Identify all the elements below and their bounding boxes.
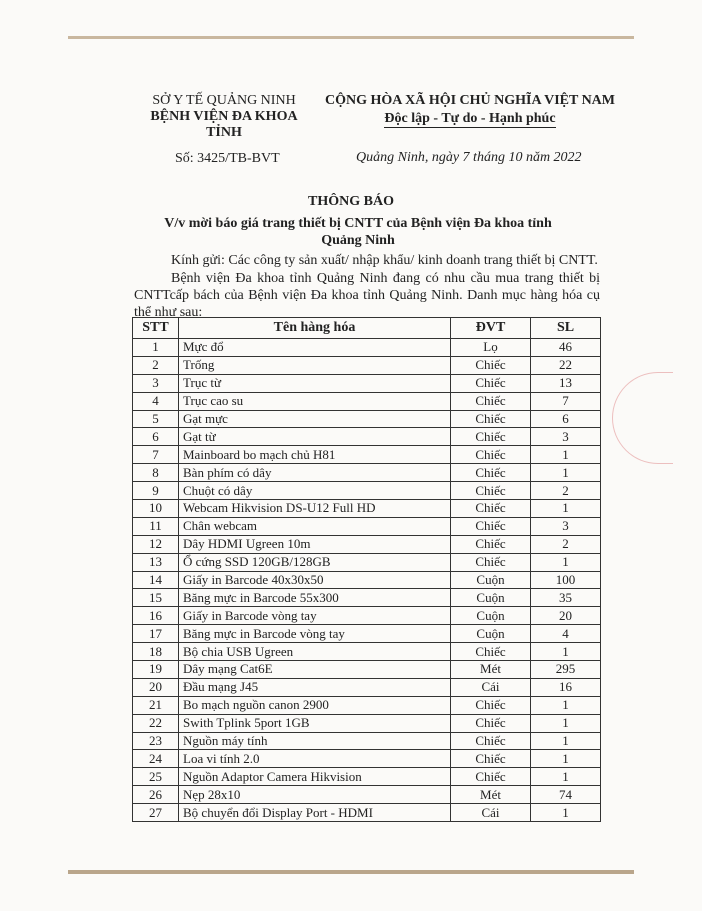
- row-stt: 26: [133, 786, 179, 804]
- paper-bottom-edge: [68, 870, 634, 874]
- row-quantity: 100: [531, 571, 601, 589]
- table-row: [133, 535, 601, 553]
- row-unit: Chiếc: [451, 696, 531, 714]
- row-quantity: 6: [531, 410, 601, 428]
- paper-top-edge: [68, 36, 634, 39]
- row-stt: 18: [133, 643, 179, 661]
- row-unit: Chiếc: [451, 768, 531, 786]
- row-unit: Chiếc: [451, 374, 531, 392]
- row-quantity: 35: [531, 589, 601, 607]
- document-date: Quảng Ninh, ngày 7 tháng 10 năm 2022: [356, 150, 582, 165]
- row-item-name: Mực đổ: [179, 339, 451, 357]
- row-unit: Chiếc: [451, 714, 531, 732]
- table-row: [133, 732, 601, 750]
- row-item-name: Gạt mực: [179, 410, 451, 428]
- hospital-name: BỆNH VIỆN ĐA KHOA TỈNH: [150, 109, 298, 140]
- item-table: [132, 317, 601, 822]
- country-name: CỘNG HÒA XÃ HỘI CHỦ NGHĨA VIỆT NAM: [324, 93, 615, 108]
- row-quantity: 74: [531, 786, 601, 804]
- row-quantity: 1: [531, 464, 601, 482]
- row-stt: 22: [133, 714, 179, 732]
- table-header-row: [133, 318, 601, 339]
- row-unit: Chiếc: [451, 535, 531, 553]
- table-row: [133, 356, 601, 374]
- row-item-name: Giấy in Barcode 40x30x50: [179, 571, 451, 589]
- row-quantity: 20: [531, 607, 601, 625]
- row-quantity: 13: [531, 374, 601, 392]
- row-quantity: 7: [531, 392, 601, 410]
- row-stt: 20: [133, 678, 179, 696]
- table-row: [133, 339, 601, 357]
- row-stt: 15: [133, 589, 179, 607]
- row-item-name: Trục cao su: [179, 392, 451, 410]
- row-item-name: Nguồn máy tính: [179, 732, 451, 750]
- national-heading: [320, 93, 620, 128]
- row-quantity: 16: [531, 678, 601, 696]
- row-quantity: 1: [531, 553, 601, 571]
- row-quantity: 1: [531, 446, 601, 464]
- table-row: [133, 786, 601, 804]
- row-stt: 8: [133, 464, 179, 482]
- notice-title: THÔNG BÁO: [308, 194, 394, 209]
- document-number: Số: 3425/TB-BVT: [175, 151, 280, 166]
- row-stt: 9: [133, 482, 179, 500]
- row-unit: Chiếc: [451, 732, 531, 750]
- row-unit: Chiếc: [451, 500, 531, 518]
- notice-subject: V/v mời báo giá trang thiết bị CNTT của Bệnh viện Đa khoa tỉnh Quảng Ninh: [164, 216, 552, 248]
- row-item-name: Băng mực in Barcode vòng tay: [179, 625, 451, 643]
- row-stt: 17: [133, 625, 179, 643]
- row-stt: 10: [133, 500, 179, 518]
- row-stt: 5: [133, 410, 179, 428]
- motto: Độc lập - Tự do - Hạnh phúc: [384, 111, 556, 126]
- row-item-name: Bo mạch nguồn canon 2900: [179, 696, 451, 714]
- row-unit: Mét: [451, 786, 531, 804]
- row-stt: 1: [133, 339, 179, 357]
- row-unit: Chiếc: [451, 643, 531, 661]
- row-item-name: Webcam Hikvision DS-U12 Full HD: [179, 500, 451, 518]
- row-item-name: Nguồn Adaptor Camera Hikvision: [179, 768, 451, 786]
- header-stt: STT: [133, 318, 179, 339]
- table-row: [133, 374, 601, 392]
- row-quantity: 1: [531, 768, 601, 786]
- row-unit: Chiếc: [451, 482, 531, 500]
- table-row: [133, 643, 601, 661]
- row-stt: 12: [133, 535, 179, 553]
- row-quantity: 46: [531, 339, 601, 357]
- row-item-name: Mainboard bo mạch chủ H81: [179, 446, 451, 464]
- row-item-name: Chuột có dây: [179, 482, 451, 500]
- row-stt: 2: [133, 356, 179, 374]
- row-item-name: Trục từ: [179, 374, 451, 392]
- row-quantity: 22: [531, 356, 601, 374]
- row-item-name: Giấy in Barcode vòng tay: [179, 607, 451, 625]
- row-stt: 16: [133, 607, 179, 625]
- row-item-name: Loa vi tính 2.0: [179, 750, 451, 768]
- row-unit: Mét: [451, 661, 531, 679]
- table-row: [133, 625, 601, 643]
- table-row: [133, 553, 601, 571]
- table-row: [133, 500, 601, 518]
- table-row: [133, 410, 601, 428]
- row-unit: Chiếc: [451, 356, 531, 374]
- row-quantity: 1: [531, 643, 601, 661]
- row-item-name: Băng mực in Barcode 55x300: [179, 589, 451, 607]
- table-row: [133, 571, 601, 589]
- row-unit: Cái: [451, 678, 531, 696]
- row-item-name: Gạt từ: [179, 428, 451, 446]
- row-stt: 6: [133, 428, 179, 446]
- table-row: [133, 517, 601, 535]
- header-item-name: Tên hàng hóa: [179, 318, 451, 339]
- row-unit: Chiếc: [451, 464, 531, 482]
- row-quantity: 2: [531, 535, 601, 553]
- row-stt: 7: [133, 446, 179, 464]
- row-stt: 4: [133, 392, 179, 410]
- row-item-name: Trống: [179, 356, 451, 374]
- row-quantity: 1: [531, 732, 601, 750]
- row-quantity: 1: [531, 750, 601, 768]
- intro-paragraph: Bệnh viện Đa khoa tỉnh Quảng Ninh đang có nhu cầu mua trang thiết bị CNTTcấp bách của Bệnh viện Đa khoa tỉnh Quảng Ninh. Danh mục hàng hóa cụ thể như sau:: [134, 271, 600, 320]
- row-stt: 3: [133, 374, 179, 392]
- row-stt: 11: [133, 517, 179, 535]
- table-row: [133, 750, 601, 768]
- header-quantity: SL: [531, 318, 601, 339]
- row-item-name: Ổ cứng SSD 120GB/128GB: [179, 553, 451, 571]
- table-row: [133, 428, 601, 446]
- row-unit: Cuộn: [451, 607, 531, 625]
- row-stt: 14: [133, 571, 179, 589]
- agency-name: SỞ Y TẾ QUẢNG NINH: [152, 93, 296, 108]
- row-item-name: Swith Tplink 5port 1GB: [179, 714, 451, 732]
- row-item-name: Nẹp 28x10: [179, 786, 451, 804]
- row-quantity: 1: [531, 804, 601, 822]
- row-unit: Chiếc: [451, 410, 531, 428]
- table-row: [133, 464, 601, 482]
- table-row: [133, 678, 601, 696]
- table-row: [133, 446, 601, 464]
- row-item-name: Chân webcam: [179, 517, 451, 535]
- row-unit: Cuộn: [451, 571, 531, 589]
- row-quantity: 3: [531, 517, 601, 535]
- row-unit: Chiếc: [451, 517, 531, 535]
- row-unit: Cuộn: [451, 625, 531, 643]
- table-row: [133, 482, 601, 500]
- row-quantity: 295: [531, 661, 601, 679]
- row-quantity: 3: [531, 428, 601, 446]
- table-row: [133, 804, 601, 822]
- row-item-name: Bộ chuyển đổi Display Port - HDMI: [179, 804, 451, 822]
- row-item-name: Dây HDMI Ugreen 10m: [179, 535, 451, 553]
- row-item-name: Dây mạng Cat6E: [179, 661, 451, 679]
- red-seal-stamp: [612, 372, 673, 464]
- issuer-block: [134, 93, 314, 141]
- row-stt: 13: [133, 553, 179, 571]
- row-item-name: Bộ chia USB Ugreen: [179, 643, 451, 661]
- row-unit: Cuộn: [451, 589, 531, 607]
- row-unit: Cái: [451, 804, 531, 822]
- row-unit: Chiếc: [451, 750, 531, 768]
- row-quantity: 1: [531, 714, 601, 732]
- row-unit: Lọ: [451, 339, 531, 357]
- row-quantity: 1: [531, 696, 601, 714]
- row-stt: 23: [133, 732, 179, 750]
- row-quantity: 2: [531, 482, 601, 500]
- table-row: [133, 607, 601, 625]
- row-unit: Chiếc: [451, 392, 531, 410]
- table-row: [133, 661, 601, 679]
- table-row: [133, 768, 601, 786]
- row-stt: 19: [133, 661, 179, 679]
- greeting: Kính gửi: Các công ty sản xuất/ nhập khẩu/ kinh doanh trang thiết bị CNTT.: [171, 253, 598, 268]
- row-stt: 24: [133, 750, 179, 768]
- table-row: [133, 392, 601, 410]
- row-quantity: 4: [531, 625, 601, 643]
- row-unit: Chiếc: [451, 553, 531, 571]
- table-row: [133, 696, 601, 714]
- row-unit: Chiếc: [451, 428, 531, 446]
- row-quantity: 1: [531, 500, 601, 518]
- table-row: [133, 589, 601, 607]
- row-stt: 21: [133, 696, 179, 714]
- header-unit: ĐVT: [451, 318, 531, 339]
- table-row: [133, 714, 601, 732]
- row-item-name: Bàn phím có dây: [179, 464, 451, 482]
- row-stt: 27: [133, 804, 179, 822]
- row-stt: 25: [133, 768, 179, 786]
- row-unit: Chiếc: [451, 446, 531, 464]
- row-item-name: Đầu mạng J45: [179, 678, 451, 696]
